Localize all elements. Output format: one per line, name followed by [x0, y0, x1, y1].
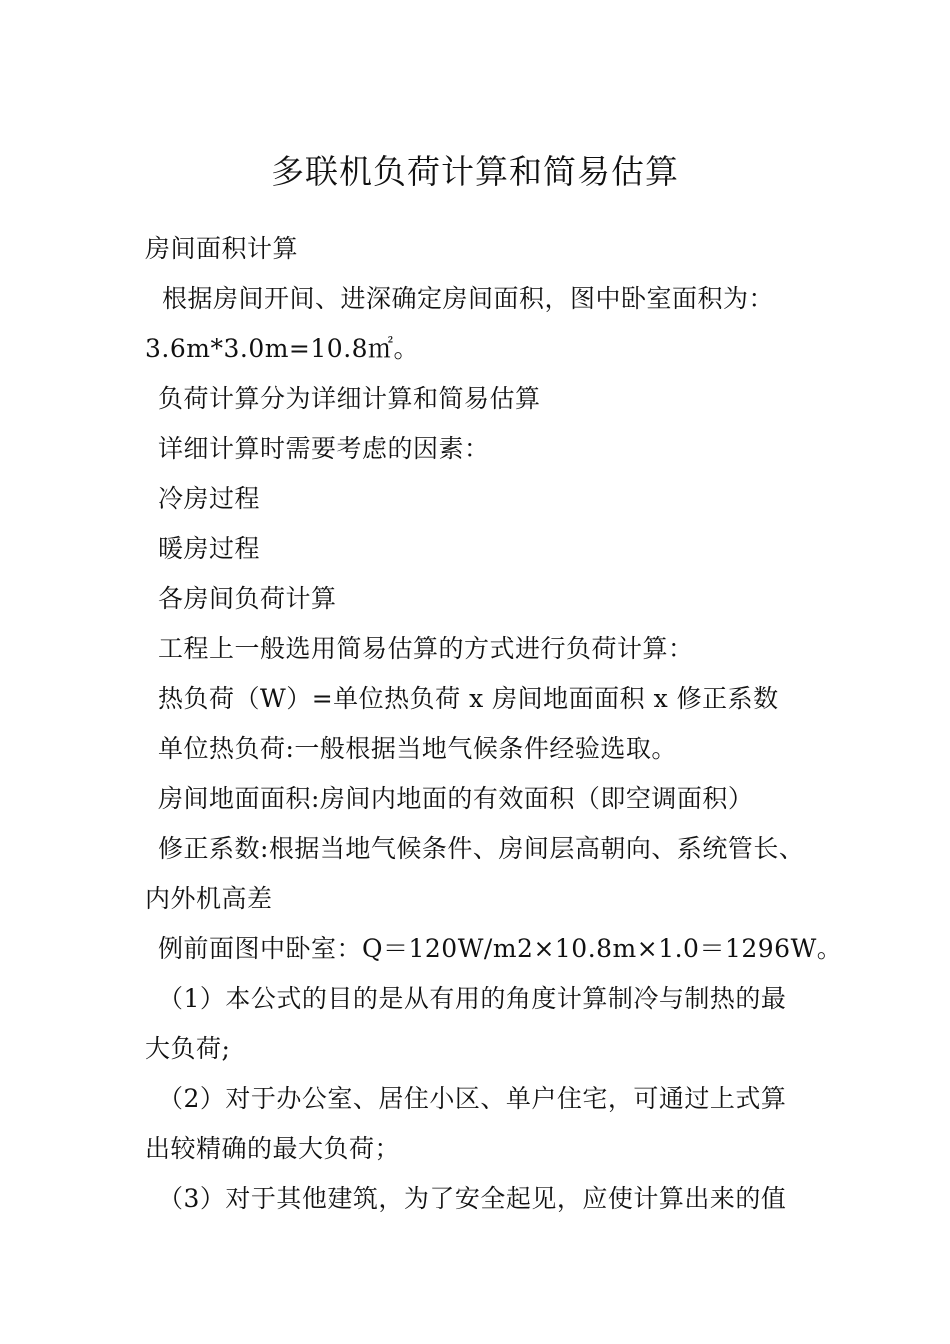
paragraph-line: 3.6m*3.0m=10.8㎡。 [145, 334, 420, 363]
list-item: 冷房过程 [158, 484, 261, 513]
note-line: （1）本公式的目的是从有用的角度计算制冷与制热的最 [158, 984, 787, 1013]
section-heading: 房间面积计算 [145, 234, 299, 263]
formula-line: 热负荷（W）=单位热负荷 x 房间地面面积 x 修正系数 [158, 684, 779, 713]
paragraph-line: 详细计算时需要考虑的因素： [158, 434, 490, 463]
definition-line: 单位热负荷:一般根据当地气候条件经验选取。 [158, 734, 677, 763]
example-line: 例前面图中卧室：Q＝120W/m2×10.8m×1.0＝1296W。 [158, 934, 843, 963]
note-line: 大负荷; [145, 1034, 231, 1063]
document-title: 多联机负荷计算和简易估算 [271, 152, 679, 192]
list-item: 各房间负荷计算 [158, 584, 337, 613]
definition-line: 内外机高差 [145, 884, 273, 913]
paragraph-line: 负荷计算分为详细计算和简易估算 [158, 384, 541, 413]
paragraph-line: 根据房间开间、进深确定房间面积，图中卧室面积为： [162, 284, 775, 313]
note-line: （3）对于其他建筑，为了安全起见，应使计算出来的值 [158, 1184, 787, 1213]
note-line: （2）对于办公室、居住小区、单户住宅，可通过上式算 [158, 1084, 787, 1113]
list-item: 暖房过程 [158, 534, 261, 563]
definition-line: 修正系数:根据当地气候条件、房间层高朝向、系统管长、 [158, 834, 805, 863]
definition-line: 房间地面面积:房间内地面的有效面积（即空调面积） [158, 784, 754, 813]
paragraph-line: 工程上一般选用简易估算的方式进行负荷计算： [158, 634, 694, 663]
document-body [145, 224, 843, 1224]
note-line: 出较精确的最大负荷； [145, 1134, 401, 1163]
